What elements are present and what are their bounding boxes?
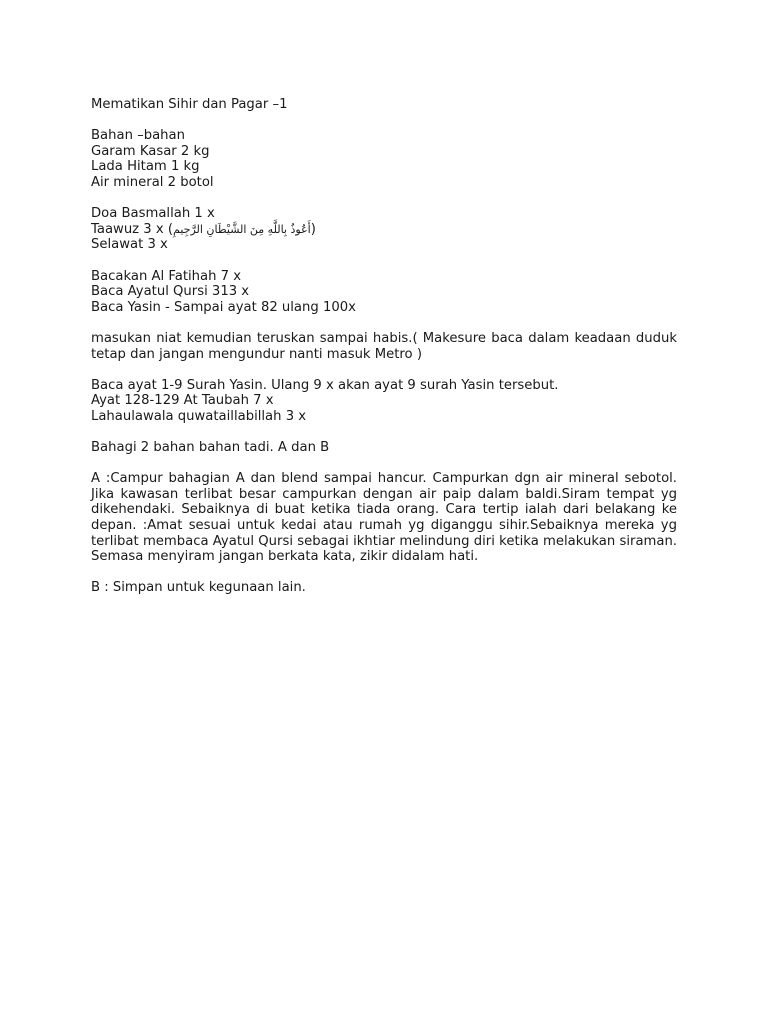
document-title: Mematikan Sihir dan Pagar –1 [91,97,288,112]
bahagian-b-line: B : Simpan untuk kegunaan lain. [91,580,306,596]
doa-taawuz [91,222,677,238]
spacer [91,253,677,269]
taawuz-suffix: ) [310,221,316,237]
spacer [91,456,677,472]
doa-basmallah: Doa Basmallah 1 x [91,206,215,222]
spacer [91,315,677,331]
doa-selawat: Selawat 3 x [91,237,168,253]
spacer [91,424,677,440]
bacaan-item: Baca Yasin - Sampai ayat 82 ulang 100x [91,299,356,315]
bahagian-a-paragraph: A :Campur bahagian A dan blend sampai hancur. Campurkan dgn air mineral sebotol. Jika kawasan terlibat besar campurkan dengan air paip dalam baldi.Siram tempat yg dikehendaki. Sebaiknya di buat ketika tiada orang. Cara tertip ialah dari belakang ke depan. :Amat sesuai untuk kedai atau rumah yg diganggu sihir.Sebaiknya mereka yg terlibat membaca Ayatul Qursi sebagai ikhtiar melindung diri ketika melakukan siraman. Semasa menyiram jangan berkata kata, zikir didalam hati. [91,471,677,565]
ayat-item: Lahaulawala quwataillabillah 3 x [91,408,307,424]
bacaan-item: Bacakan Al Fatihah 7 x [91,268,242,284]
spacer [91,113,677,129]
ayat-item: Baca ayat 1-9 Surah Yasin. Ulang 9 x akan ayat 9 surah Yasin tersebut. [91,377,559,393]
taawuz-arabic-text: أَعُوذُ بِاللَّهِ مِنَ الشَّيْطَانِ الرَّجِيمِ [173,222,311,236]
spacer [91,565,677,581]
bacaan-item: Baca Ayatul Qursi 313 x [91,284,250,300]
niat-paragraph: masukan niat kemudian teruskan sampai habis.( Makesure baca dalam keadaan duduk tetap dan jangan mengundur nanti masuk Metro ) [91,330,677,362]
taawuz-prefix: Taawuz 3 x ( [91,221,174,237]
bahan-heading: Bahan –bahan [91,128,185,144]
bahan-item: Air mineral 2 botol [91,174,214,190]
ayat-item: Ayat 128-129 At Taubah 7 x [91,393,274,409]
bahan-item: Lada Hitam 1 kg [91,159,200,175]
bahan-item: Garam Kasar 2 kg [91,143,210,159]
spacer [91,191,677,207]
spacer [91,362,677,378]
bahagi-line: Bahagi 2 bahan bahan tadi. A dan B [91,440,330,456]
document-page [91,97,677,596]
